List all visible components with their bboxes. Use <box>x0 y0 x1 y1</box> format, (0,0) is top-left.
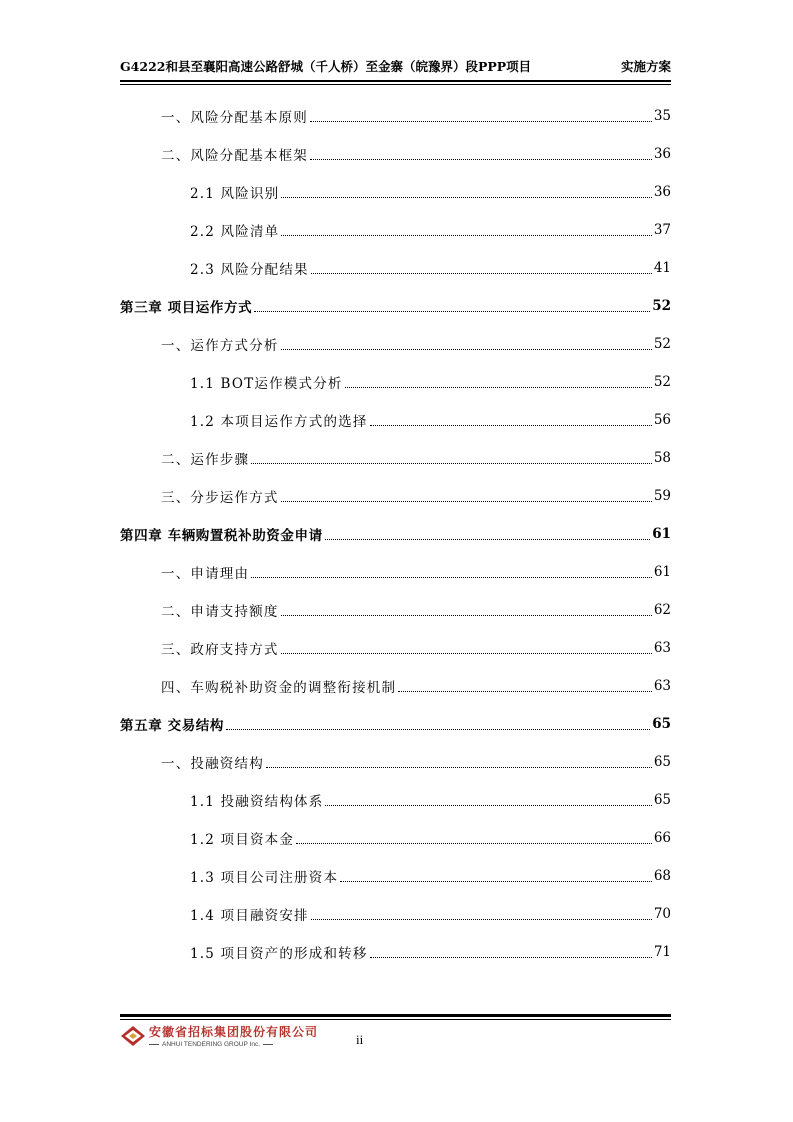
toc-entry-page: 41 <box>653 260 671 276</box>
toc-dot-leader <box>311 259 652 274</box>
toc-entry-label: 三、政府支持方式 <box>161 642 279 658</box>
toc-dot-leader <box>281 601 652 616</box>
company-logo-icon <box>120 1025 146 1047</box>
toc-entry[interactable] <box>120 439 671 477</box>
toc-entry-page: 56 <box>653 412 671 428</box>
toc-entry-label: 1.1 投融资结构体系 <box>190 794 324 810</box>
toc-dot-leader <box>281 335 652 350</box>
toc-dot-leader <box>398 677 652 692</box>
toc-entry-page: 36 <box>653 146 671 162</box>
toc-entry-page: 63 <box>653 640 671 656</box>
toc-dot-leader <box>226 715 650 730</box>
toc-entry-page: 65 <box>652 716 671 732</box>
toc-dot-leader <box>340 867 652 882</box>
toc-entry-label: 1.2 本项目运作方式的选择 <box>190 414 368 430</box>
toc-entry-page: 68 <box>653 868 671 884</box>
logo-rule-left <box>149 1044 159 1045</box>
header-project-title: G4222和县至襄阳高速公路舒城（千人桥）至金寨（皖豫界）段PPP项目 <box>120 59 532 74</box>
toc-entry[interactable] <box>120 515 671 553</box>
toc-dot-leader <box>310 107 652 122</box>
logo-chinese-name: 安徽省招标集团股份有限公司 <box>149 1025 319 1039</box>
toc-entry-page: 61 <box>653 564 671 580</box>
toc-dot-leader <box>310 145 652 160</box>
toc-entry-page: 65 <box>653 754 671 770</box>
page-number: ii <box>356 1032 364 1047</box>
toc-entry-label: 一、运作方式分析 <box>161 338 279 354</box>
toc-entry-page: 63 <box>653 678 671 694</box>
toc-entry-label: 四、车购税补助资金的调整衔接机制 <box>161 680 397 696</box>
toc-dot-leader <box>281 183 651 198</box>
toc-entry[interactable] <box>120 705 671 743</box>
toc-entry-page: 58 <box>653 450 671 466</box>
toc-entry-label: 2.3 风险分配结果 <box>190 262 309 278</box>
toc-entry-label: 一、风险分配基本原则 <box>161 110 308 126</box>
toc-entry[interactable] <box>120 743 671 781</box>
toc-entry[interactable] <box>120 135 671 173</box>
toc-entry[interactable] <box>120 249 671 287</box>
logo-rule-right <box>263 1044 273 1045</box>
header-divider-thin <box>120 84 671 85</box>
toc-dot-leader <box>325 791 651 806</box>
toc-entry[interactable] <box>120 477 671 515</box>
toc-entry-page: 61 <box>652 526 671 542</box>
toc-entry[interactable] <box>120 819 671 857</box>
toc-entry-label: 三、分步运作方式 <box>161 490 279 506</box>
toc-entry[interactable] <box>120 401 671 439</box>
toc-entry-label: 第三章 项目运作方式 <box>120 300 253 316</box>
toc-entry[interactable] <box>120 857 671 895</box>
toc-entry[interactable] <box>120 781 671 819</box>
toc-entry[interactable] <box>120 933 671 971</box>
toc-entry-page: 52 <box>653 336 671 352</box>
toc-entry-label: 二、申请支持额度 <box>161 604 279 620</box>
toc-dot-leader <box>281 487 652 502</box>
toc-entry-label: 1.5 项目资产的形成和转移 <box>190 946 368 962</box>
footer-divider-thin <box>120 1019 671 1020</box>
toc-entry-label: 二、运作步骤 <box>161 452 250 468</box>
toc-entry-page: 71 <box>653 944 671 960</box>
footer-divider <box>120 1014 671 1017</box>
toc-entry-page: 66 <box>653 830 671 846</box>
header-doc-type: 实施方案 <box>620 59 671 74</box>
toc-entry-label: 1.2 项目资本金 <box>190 832 295 848</box>
toc-entry-label: 1.1 BOT运作模式分析 <box>190 376 343 392</box>
toc-entry-page: 37 <box>653 222 671 238</box>
logo-english-name: ANHUI TENDERING GROUP Inc. <box>162 1041 260 1048</box>
toc-entry[interactable] <box>120 667 671 705</box>
toc-entry[interactable] <box>120 895 671 933</box>
toc-entry[interactable] <box>120 629 671 667</box>
toc-dot-leader <box>254 297 650 312</box>
toc-entry-page: 70 <box>653 906 671 922</box>
toc-entry-page: 65 <box>653 792 671 808</box>
toc-entry[interactable] <box>120 211 671 249</box>
toc-entry[interactable] <box>120 363 671 401</box>
toc-entry-label: 第四章 车辆购置税补助资金申请 <box>120 528 323 544</box>
toc-entry-label: 1.4 项目融资安排 <box>190 908 309 924</box>
toc-entry-label: 一、投融资结构 <box>161 756 264 772</box>
toc-dot-leader <box>296 829 652 844</box>
toc-entry-label: 一、申请理由 <box>161 566 250 582</box>
toc-dot-leader <box>311 905 652 920</box>
toc-entry-label: 2.1 风险识别 <box>190 186 280 202</box>
toc-dot-leader <box>325 525 651 540</box>
toc-dot-leader <box>266 753 652 768</box>
toc-entry-label: 二、风险分配基本框架 <box>161 148 308 164</box>
toc-entry-label: 2.2 风险清单 <box>190 224 280 240</box>
toc-entry[interactable] <box>120 591 671 629</box>
toc-entry-page: 52 <box>653 374 671 390</box>
toc-entry-label: 第五章 交易结构 <box>120 718 224 734</box>
toc-entry[interactable] <box>120 287 671 325</box>
company-logo <box>120 1023 318 1048</box>
toc-entry[interactable] <box>120 173 671 211</box>
toc-dot-leader <box>370 943 652 958</box>
table-of-contents <box>120 97 671 971</box>
page-header <box>120 57 671 75</box>
toc-entry-label: 1.3 项目公司注册资本 <box>190 870 339 886</box>
toc-entry-page: 36 <box>653 184 671 200</box>
toc-entry-page: 59 <box>653 488 671 504</box>
toc-entry-page: 35 <box>653 108 671 124</box>
toc-entry[interactable] <box>120 553 671 591</box>
toc-entry-page: 62 <box>653 602 671 618</box>
toc-dot-leader <box>370 411 652 426</box>
toc-entry[interactable] <box>120 97 671 135</box>
toc-dot-leader <box>281 221 651 236</box>
toc-dot-leader <box>251 563 652 578</box>
header-divider <box>120 80 671 82</box>
toc-dot-leader <box>251 449 652 464</box>
toc-entry[interactable] <box>120 325 671 363</box>
toc-dot-leader <box>345 373 652 388</box>
toc-entry-page: 52 <box>652 298 671 314</box>
toc-dot-leader <box>281 639 652 654</box>
